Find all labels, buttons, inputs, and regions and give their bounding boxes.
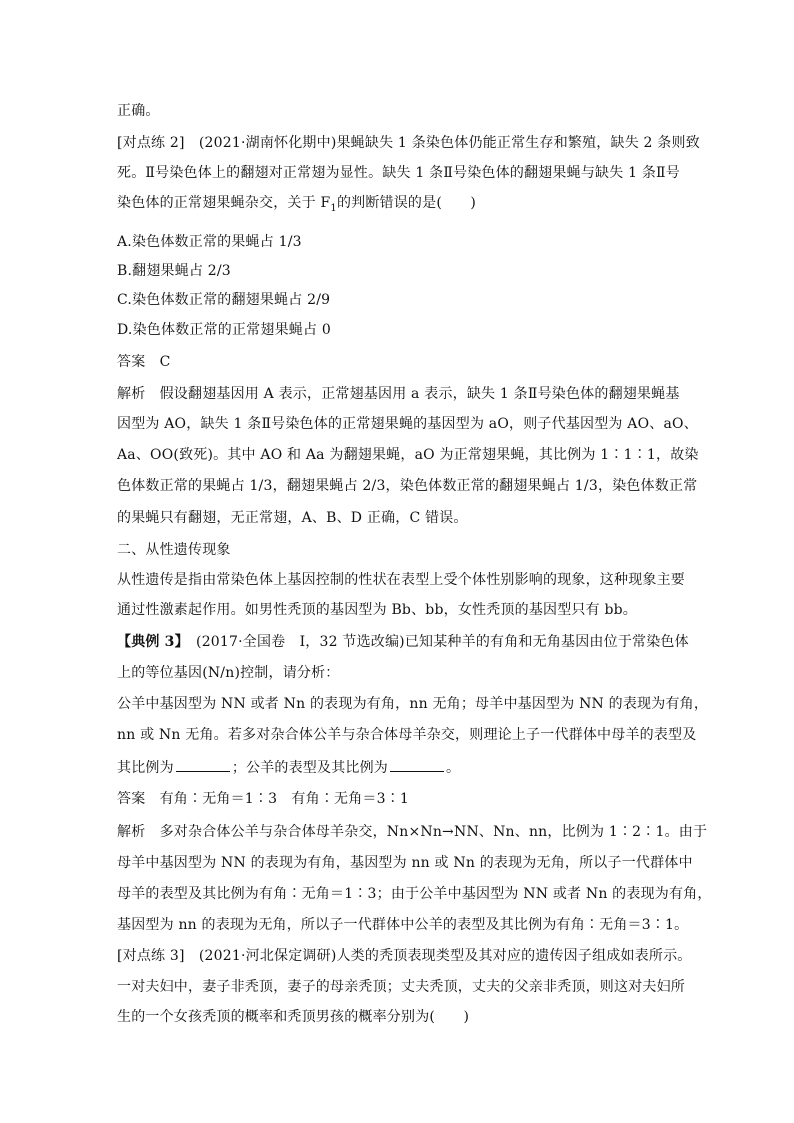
- example-label: 【典例 3】: [117, 634, 182, 650]
- text-span: 的判断错误的是( ): [336, 195, 477, 211]
- analysis-line: 解析 假设翻翅基因用 A 表示，正常翅基因用 a 表示，缺失 1 条Ⅱ号染色体的翻翅果蝇基: [117, 386, 680, 402]
- text-span: (2017·全国卷 Ⅰ，32 节选改编)已知某种羊的有角和无角基因由位于常染色体: [181, 634, 689, 650]
- text-line: 正确。: [117, 103, 160, 119]
- text-line: 死。Ⅱ号染色体上的翻翅对正常翅为显性。缺失 1 条Ⅱ号染色体的翻翅果蝇与缺失 1 条Ⅱ号: [117, 165, 680, 181]
- text-span: 。: [446, 760, 461, 776]
- text-line: nn 或 Nn 无角。若多对杂合体公羊与杂合体母羊杂交，则理论上子一代群体中母羊的表型及: [117, 727, 697, 743]
- answer-blank: [176, 758, 230, 772]
- option-a: A.染色体数正常的果蝇占 1/3: [117, 234, 302, 250]
- practice-3-question: [对点练 3] (2021·河北保定调研)人类的秃顶表现类型及其对应的遗传因子组成如表所示。: [117, 948, 692, 964]
- analysis-line: 的果蝇只有翻翅，无正常翅，A、B、D 正确，C 错误。: [117, 510, 468, 526]
- option-d: D.染色体数正常的正常翅果蝇占 0: [117, 322, 331, 338]
- example-3-question: [117, 633, 689, 651]
- text-line: 公羊中基因型为 NN 或者 Nn 的表现为有角，nn 无角；母羊中基因型为 NN 的表现为有角，: [117, 696, 709, 712]
- analysis-line: 母羊的表型及其比例为有角∶无角＝1∶3；由于公羊中基因型为 NN 或者 Nn 的表现为有角，: [117, 886, 712, 902]
- option-c: C.染色体数正常的翻翅果蝇占 2/9: [117, 292, 331, 308]
- text-line: 上的等位基因(N/n)控制，请分析：: [117, 665, 340, 681]
- text-span: 其比例为: [117, 760, 174, 776]
- text-line: 通过性激素起作用。如男性秃顶的基因型为 Bb、bb，女性秃顶的基因型只有 bb。: [117, 602, 637, 618]
- subscript: 1: [330, 202, 337, 214]
- answer-line: 答案 有角∶无角＝1∶3 有角∶无角＝3∶1: [117, 791, 410, 807]
- analysis-line: 解析 多对杂合体公羊与杂合体母羊杂交，Nn×Nn→NN、Nn、nn，比例为 1∶2∶1。由于: [117, 824, 708, 840]
- analysis-line: 色体数正常的果蝇占 1/3，翻翅果蝇占 2/3，染色体数正常的翻翅果蝇占 1/3，染色体数正常: [117, 478, 698, 494]
- answer-blank: [390, 758, 444, 772]
- practice-2-question: [对点练 2] (2021·湖南怀化期中)果蝇缺失 1 条染色体仍能正常生存和繁殖，缺失 2 条则致: [117, 135, 700, 151]
- fill-in-line: [117, 758, 683, 777]
- text-line: 生的一个女孩秃顶的概率和秃顶男孩的概率分别为( ): [117, 1009, 470, 1025]
- analysis-line: 母羊中基因型为 NN 的表现为有角，基因型为 nn 或 Nn 的表现为无角，所以子一代群体中: [117, 855, 693, 871]
- section-heading: 二、从性遗传现象: [117, 542, 231, 558]
- answer-line: 答案 C: [117, 354, 171, 370]
- analysis-line: 因型为 AO，缺失 1 条Ⅱ号染色体的正常翅果蝇的基因型为 aO，则子代基因型为 AO、aO、: [117, 416, 698, 432]
- analysis-line: 基因型为 nn 的表现为无角，所以子一代群体中公羊的表型及其比例为有角∶无角＝3∶1。: [117, 917, 689, 933]
- text-span: 染色体的正常翅果蝇杂交，关于 F: [117, 195, 331, 211]
- text-line: 一对夫妇中，妻子非秃顶，妻子的母亲秃顶；丈夫秃顶，丈夫的父亲非秃顶，则这对夫妇所: [117, 979, 685, 995]
- text-line: 从性遗传是指由常染色体上基因控制的性状在表型上受个体性别影响的现象，这种现象主要: [117, 572, 685, 588]
- text-span: ；公羊的表型及其比例为: [231, 760, 389, 776]
- option-b: B.翻翅果蝇占 2/3: [117, 263, 231, 279]
- text-line: [117, 194, 683, 218]
- analysis-line: Aa、OO(致死)。其中 AO 和 Aa 为翻翅果蝇，aO 为正常翅果蝇，其比例为 1∶1∶1，故染: [117, 447, 699, 463]
